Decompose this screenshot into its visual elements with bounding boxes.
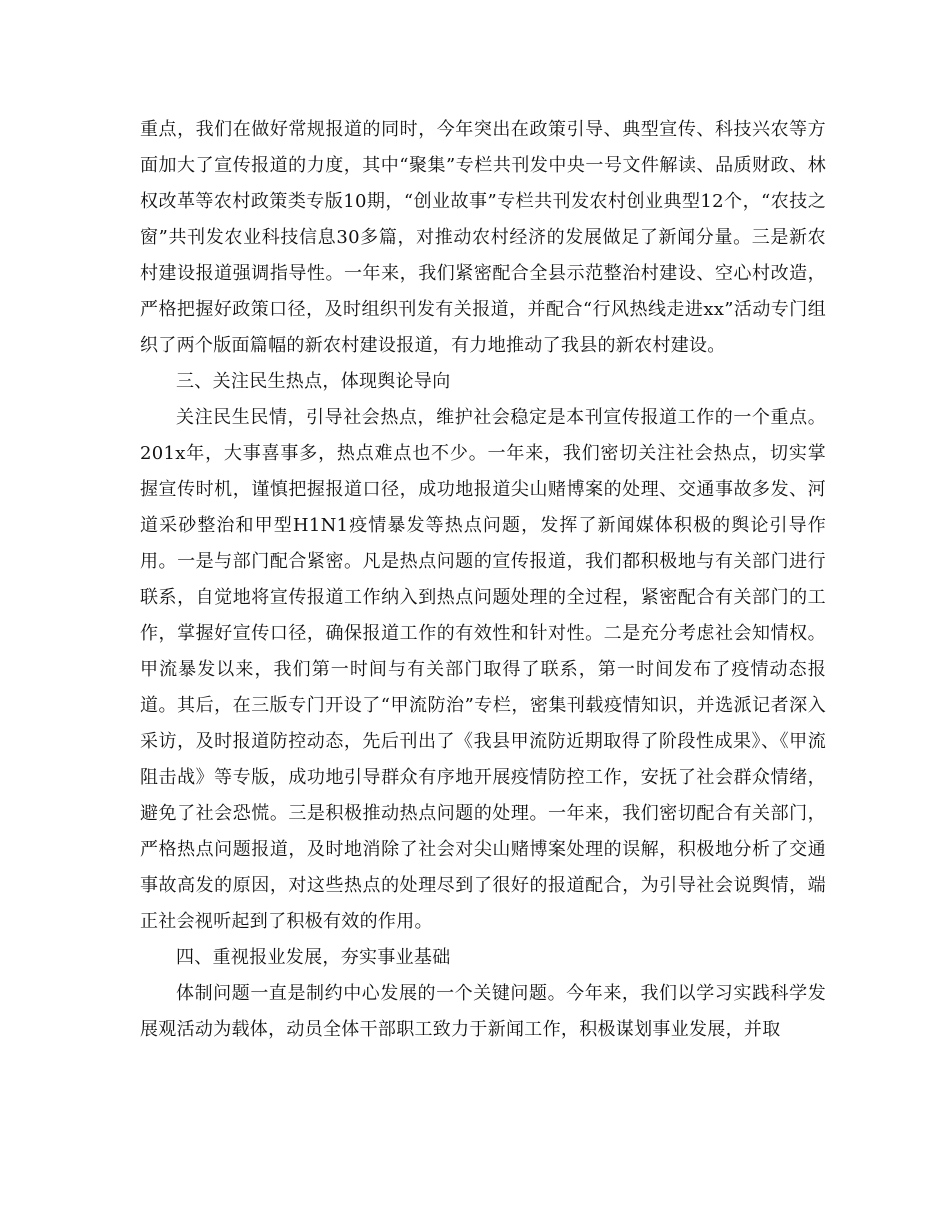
paragraph-2: 关注民生民情，引导社会热点，维护社会稳定是本刊宣传报道工作的一个重点。201x年，大事喜事多，热点难点也不少。一年来，我们密切关注社会热点，切实掌握宣传时机，谨慎把握报道口径，成功地报道尖山赌博案的处理、交通事故多发、河道采砂整治和甲型H1N1疫情暴发等热点问题，发挥了新闻媒体积极的舆论引导作用。一是与部门配合紧密。凡是热点问题的宣传报道，我们都积极地与有关部门进行联系，自觉地将宣传报道工作纳入到热点问题处理的全过程，紧密配合有关部门的工作，掌握好宣传口径，确保报道工作的有效性和针对性。二是充分考虑社会知情权。甲流暴发以来，我们第一时间与有关部门取得了联系，第一时间发布了疫情动态报道。其后，在三版专门开设了“甲流防治”专栏，密集刊载疫情知识，并选派记者深入采访，及时报道防控动态，先后刊出了《我县甲流防近期取得了阶段性成果》、《甲流阻击战》等专版，成功地引导群众有序地开展疫情防控工作，安抚了社会群众情绪，避免了社会恐慌。三是积极推动热点问题的处理。一年来，我们密切配合有关部门，严格热点问题报道，及时地消除了社会对尖山赌博案处理的误解，积极地分析了交通事故高发的原因，对这些热点的处理尽到了很好的报道配合，为引导社会说舆情，端正社会视听起到了积极有效的作用。: [140, 407, 826, 932]
paragraph-3: 体制问题一直是制约中心发展的一个关键问题。今年来，我们以学习实践科学发展观活动为载体，动员全体干部职工致力于新闻工作，积极谋划事业发展，并取: [140, 983, 826, 1040]
section-heading-3: 三、关注民生热点，体现舆论导向: [176, 371, 451, 392]
section-heading-4: 四、重视报业发展，夯实事业基础: [176, 947, 451, 968]
document-body: [140, 112, 826, 1048]
paragraph-1: 重点，我们在做好常规报道的同时，今年突出在政策引导、典型宣传、科技兴农等方面加大了宣传报道的力度，其中“聚集”专栏共刊发中央一号文件解读、品质财政、林权改革等农村政策类专版10期，“创业故事”专栏共刊发农村创业典型12个，“农技之窗”共刊发农业科技信息30多篇，对推动农村经济的发展做足了新闻分量。三是新农村建设报道强调指导性。一年来，我们紧密配合全县示范整治村建设、空心村改造，严格把握好政策口径，及时组织刊发有关报道，并配合“行风热线走进xx”活动专门组织了两个版面篇幅的新农村建设报道，有力地推动了我县的新农村建设。: [140, 119, 826, 356]
